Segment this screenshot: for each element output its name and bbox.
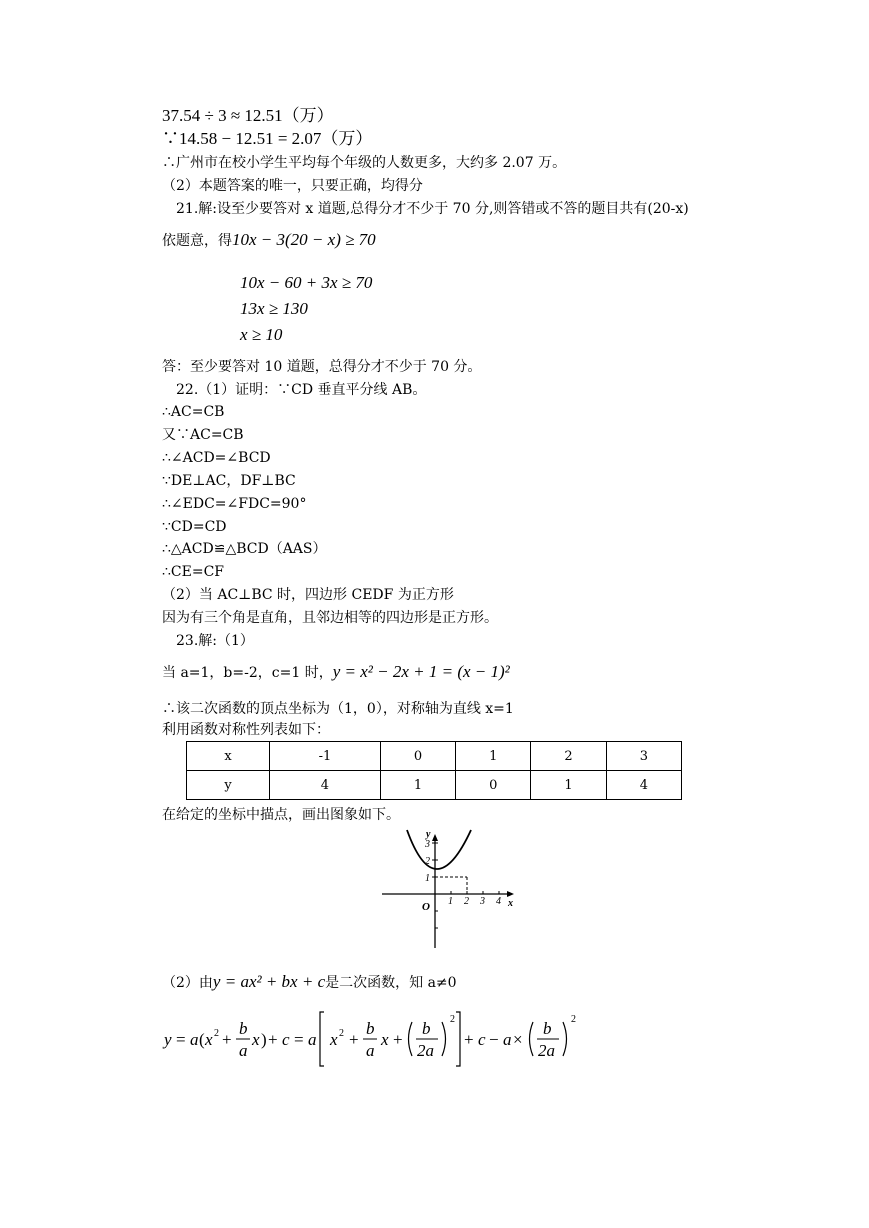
x-axis-label: x <box>508 898 513 909</box>
line-q22-reason: 因为有三个角是直角，且邻边相等的四边形是正方形。 <box>162 610 498 626</box>
line-q21-inequality: 依题意，得10x − 3(20 − x) ≥ 70 <box>162 230 376 249</box>
formula-b: b <box>543 1019 552 1038</box>
table-cell: 4 <box>270 771 381 800</box>
formula-b: b <box>239 1019 248 1038</box>
right-paren <box>442 1022 446 1056</box>
x-tick-label: 1 <box>448 896 453 907</box>
formula-plus: + <box>393 1030 403 1049</box>
line-q22-s5: ∴∠EDC=∠FDC=90° <box>162 496 307 512</box>
origin-label: O <box>422 901 430 913</box>
formula-plus: + <box>222 1030 232 1049</box>
formula-plus: + <box>268 1030 278 1049</box>
formula-exp: 2 <box>450 1014 455 1025</box>
table-cell: 1 <box>380 771 455 800</box>
table-header-y: y <box>187 771 270 800</box>
formula-2a: 2a <box>417 1041 434 1060</box>
left-bracket <box>320 1012 324 1066</box>
formula-c: c <box>282 1030 290 1049</box>
line-q22-s2: 又∵AC=CB <box>162 427 244 443</box>
formula-exp: 2 <box>214 1028 219 1039</box>
line-q21-step2: 13x ≥ 130 <box>240 299 308 318</box>
formula-b: b <box>366 1019 375 1038</box>
formula-exp: 2 <box>339 1028 344 1039</box>
formula-plus: + <box>464 1030 474 1049</box>
line-q22-title: 22.（1）证明：∵CD 垂直平分线 AB。 <box>176 382 427 398</box>
right-bracket <box>456 1012 460 1066</box>
formula-plus: + <box>349 1030 359 1049</box>
line-q21-answer: 答：至少要答对 10 道题，总得分才不少于 70 分。 <box>162 359 482 375</box>
y-axis-arrow-icon <box>432 834 438 841</box>
formula-a: a <box>503 1030 512 1049</box>
formula-c: c <box>478 1030 486 1049</box>
left-paren <box>530 1022 534 1056</box>
x-tick-label: 3 <box>480 896 485 907</box>
line-q22-part2: （2）当 AC⊥BC 时，四边形 CEDF 为正方形 <box>162 587 454 603</box>
formula-b: b <box>422 1019 431 1038</box>
formula-x: x <box>330 1030 338 1049</box>
table-cell: 4 <box>606 771 681 800</box>
line-q22-s8: ∴CE=CF <box>162 564 224 580</box>
table-cell: 0 <box>456 771 531 800</box>
parabola-graph <box>378 828 518 952</box>
formula-times: × <box>513 1030 523 1049</box>
value-table <box>186 741 682 800</box>
y-tick-label: 1 <box>425 873 430 884</box>
formula-y: y <box>164 1030 172 1049</box>
formula-2a: 2a <box>538 1041 555 1060</box>
line-q22-s7: ∴△ACD≌△BCD（AAS） <box>162 541 327 557</box>
line-q22-s1: ∴AC=CB <box>162 404 225 420</box>
line-division: 37.54 ÷ 3 ≈ 12.51（万） <box>162 106 334 125</box>
formula-a: a <box>190 1030 199 1049</box>
table-cell: -1 <box>270 742 381 771</box>
y-tick-label: 3 <box>425 839 430 850</box>
formula-x: x <box>252 1030 260 1049</box>
parabola-curve <box>407 830 471 869</box>
y-axis-label: y <box>426 829 431 840</box>
line-conclusion-20: ∴广州市在校小学生平均每个年级的人数更多，大约多 2.07 万。 <box>162 155 567 171</box>
line-q23-vertex: ∴该二次函数的顶点坐标为（1，0），对称轴为直线 x=1 <box>162 701 514 717</box>
line-q21-step1: 10x − 60 + 3x ≥ 70 <box>240 273 373 292</box>
line-difference: ∵14.58 − 12.51 = 2.07（万） <box>162 129 373 148</box>
x-tick-label: 4 <box>496 896 501 907</box>
formula-a: a <box>239 1041 248 1060</box>
line-q21-step3: x ≥ 10 <box>240 325 283 344</box>
x-tick-label: 2 <box>464 896 469 907</box>
table-header-x: x <box>187 742 270 771</box>
y-tick-label: 2 <box>425 856 430 867</box>
line-q22-s6: ∵CD=CD <box>162 519 227 535</box>
line-q23-part2: （2）由y = ax² + bx + c是二次函数，知 a≠0 <box>162 972 457 991</box>
line-q22-s4: ∵DE⊥AC，DF⊥BC <box>162 473 296 489</box>
line-q23-plot-intro: 在给定的坐标中描点，画出图象如下。 <box>162 807 400 823</box>
completing-square-formula <box>160 1008 600 1070</box>
table-row <box>187 771 682 800</box>
line-q23-title: 23.解:（1） <box>176 633 254 649</box>
line-note-20-2: （2）本题答案的唯一，只要正确，均得分 <box>162 178 423 194</box>
formula-exp: 2 <box>571 1014 576 1025</box>
formula-eq: = <box>294 1030 304 1049</box>
table-cell: 1 <box>456 742 531 771</box>
formula-eq: = <box>176 1030 186 1049</box>
formula-x: x <box>381 1030 389 1049</box>
right-paren <box>563 1022 567 1056</box>
line-q22-s3: ∴∠ACD=∠BCD <box>162 450 271 466</box>
table-cell: 2 <box>531 742 606 771</box>
left-paren <box>409 1022 413 1056</box>
formula-a: a <box>366 1041 375 1060</box>
line-q21-setup: 21.解:设至少要答对 x 道题,总得分才不少于 70 分,则答错或不答的题目共有(20-x) <box>176 201 689 217</box>
formula-x: x <box>205 1030 213 1049</box>
table-cell: 3 <box>606 742 681 771</box>
x-axis-arrow-icon <box>507 891 514 897</box>
line-q23-function: 当 a=1，b=-2，c=1 时，y = x² − 2x + 1 = (x − 1)² <box>162 662 510 681</box>
line-q23-table-intro: 利用函数对称性列表如下： <box>162 722 330 738</box>
table-cell: 1 <box>531 771 606 800</box>
table-cell: 0 <box>380 742 455 771</box>
formula-minus: − <box>489 1030 499 1049</box>
formula-paren: ) <box>261 1030 267 1049</box>
formula-paren: ( <box>199 1030 205 1049</box>
table-row <box>187 742 682 771</box>
formula-a: a <box>308 1030 317 1049</box>
